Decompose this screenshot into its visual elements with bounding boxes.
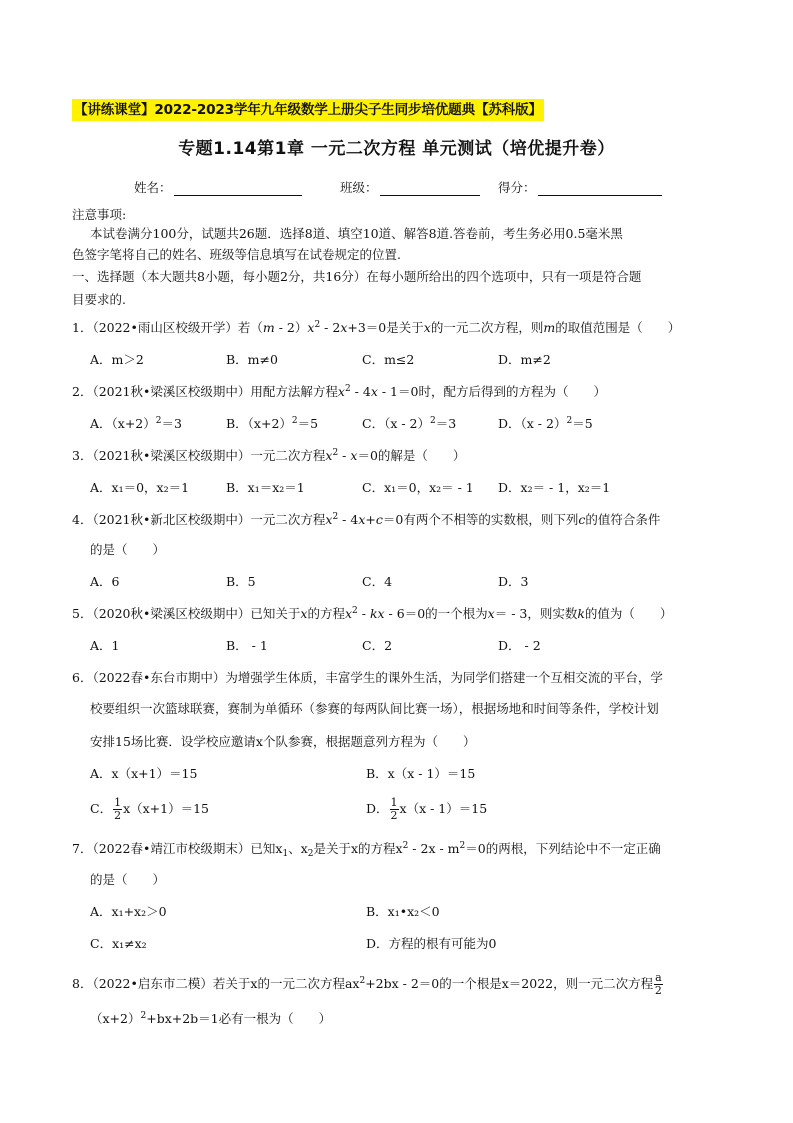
question-7-option-d[interactable]: D．方程的根有可能为0 <box>366 936 497 951</box>
section-heading-line1: 一、选择题（本大题共8小题，每小题2分，共16分）在每小题所给出的四个选项中，只有一项是符合题 <box>72 269 642 284</box>
page-title: 专题1.14第1章 一元二次方程 单元测试（培优提升卷） <box>178 139 615 159</box>
question-7-stem-line2: 的是（ ） <box>90 872 166 887</box>
name-label: 姓名： <box>134 180 172 195</box>
name-field[interactable] <box>134 178 302 196</box>
score-blank[interactable] <box>538 183 662 196</box>
class-blank[interactable] <box>380 183 480 196</box>
question-3-option-d[interactable]: D．x₂＝ - 1，x₂＝1 <box>498 480 611 495</box>
class-label: 班级： <box>340 180 378 195</box>
question-5-stem: 5．（2020秋•梁溪区校级期中）已知关于x的方程$x^2$ - kx - 6＝0的一个根为x＝ - 3，则实数k的值为（ ） <box>72 606 673 621</box>
question-2-stem: 2．（2021秋•梁溪区校级期中）用配方法解方程$x^2 - 4x - 1=0$时，配方后得到的方程为（ ） <box>72 384 606 399</box>
question-2-option-d[interactable]: D．（x - 2）$^2$＝5 <box>498 416 593 431</box>
question-6-option-a[interactable]: A．x（x+1）＝15 <box>90 766 198 781</box>
question-3-stem: 3．（2021秋•梁溪区校级期中）一元二次方程$x^2 - x=0$的解是（ ） <box>72 448 466 463</box>
section-heading-line2: 目要求的. <box>72 292 126 307</box>
question-3-option-c[interactable]: C．x₁＝0，x₂＝ - 1 <box>362 480 474 495</box>
question-2-option-a[interactable]: A．$(x+2)^2=3$ <box>90 416 182 431</box>
question-4-stem: 4．（2021秋•新北区校级期中）一元二次方程$x^2 - 4x+c=0$有两个不相等的实数根，则下列c的值符合条件 <box>72 512 661 527</box>
question-6-option-c[interactable]: C． $\frac{1}{2}$ x（x+1）＝15 <box>90 796 210 822</box>
question-3-option-b[interactable]: B．x₁＝x₂＝1 <box>226 480 305 495</box>
question-4-option-b[interactable]: B．5 <box>226 574 256 589</box>
question-5-option-b[interactable]: B． - 1 <box>226 638 268 653</box>
score-label: 得分： <box>498 180 536 195</box>
fraction-one-half: $\frac{1}{2}$ <box>114 796 122 822</box>
question-2-option-b[interactable]: B．$(x+2)^2=5$ <box>226 416 319 431</box>
question-6-stem-line2: 校要组织一次篮球联赛，赛制为单循环（参赛的每两队间比赛一场），根据场地和时间等条件，学校计划 <box>90 701 659 716</box>
question-4-stem-line2: 的是（ ） <box>90 542 166 557</box>
question-2-option-c[interactable]: C．（x - 2）$^2$＝3 <box>362 416 457 431</box>
question-4-option-c[interactable]: C．4 <box>362 574 393 589</box>
fraction-one-half: $\frac{1}{2}$ <box>390 796 398 822</box>
question-5-option-a[interactable]: A．1 <box>90 638 120 653</box>
question-3-option-a[interactable]: A．x₁＝0，x₂＝1 <box>90 480 190 495</box>
question-6-stem: 6．（2022春•东台市期中）为增强学生体质，丰富学生的课外生活，为同学们搭建一个互相交流的平台，学 <box>72 670 663 685</box>
question-1-option-d[interactable]: D．m≠2 <box>498 352 551 367</box>
notice-body-line1: 本试卷满分100分，试题共26题．选择8道、填空10道、解答8道.答卷前，考生务必用0.5毫米黑 <box>90 226 623 241</box>
notice-body-line2: 色签字笔将自己的姓名、班级等信息填写在试卷规定的位置. <box>72 247 401 262</box>
question-5-option-c[interactable]: C．2 <box>362 638 393 653</box>
name-blank[interactable] <box>174 183 302 196</box>
question-1-option-c[interactable]: C．m≤2 <box>362 352 415 367</box>
question-6-option-d[interactable]: D． $\frac{1}{2}$ x（x - 1）＝15 <box>366 796 488 822</box>
question-1-stem: 1．（2022•雨山区校级开学）若$(m - 2)x^2 - 2x+3=0$是关于x的一元二次方程，则m的取值范围是（ ） <box>72 320 681 335</box>
question-7-stem: 7．（2022春•靖江市校级期末）已知$x_1$、$x_2$是关于x的方程$x^2 - 2x - m^2=0$的两根，下列结论中不一定正确 <box>72 841 661 859</box>
question-8-stem-line2: $(x+2)^2+bx+2b=1$必有一根为（ ） <box>90 1011 332 1026</box>
question-7-option-c[interactable]: C．x₁≠x₂ <box>90 936 147 951</box>
question-4-option-d[interactable]: D．3 <box>498 574 529 589</box>
question-4-option-a[interactable]: A．6 <box>90 574 120 589</box>
class-field[interactable] <box>340 178 480 196</box>
question-6-option-b[interactable]: B．x（x - 1）＝15 <box>366 766 476 781</box>
fraction-a-over-2: $\frac{a}{2}$ <box>654 971 662 997</box>
question-1-option-b[interactable]: B．m≠0 <box>226 352 278 367</box>
notice-heading: 注意事项: <box>72 207 127 222</box>
question-8-stem: 8．（2022•启东市二模）若关于x的一元二次方程$ax^2+2bx - 2=0$的一个根是x＝2022，则一元二次方程 $\frac{a}{2}$ <box>72 971 662 997</box>
header-banner: 【讲练课堂】2022-2023学年九年级数学上册尖子生同步培优题典【苏科版】 <box>72 99 544 121</box>
question-7-option-a[interactable]: A．x₁+x₂＞0 <box>90 904 167 919</box>
question-5-option-d[interactable]: D． - 2 <box>498 638 541 653</box>
question-1-option-a[interactable]: A．m＞2 <box>90 352 144 367</box>
question-6-stem-line3: 安排15场比赛．设学校应邀请x个队参赛，根据题意列方程为（ ） <box>90 734 476 749</box>
score-field[interactable] <box>498 178 662 196</box>
question-7-option-b[interactable]: B．x₁•x₂＜0 <box>366 904 440 919</box>
